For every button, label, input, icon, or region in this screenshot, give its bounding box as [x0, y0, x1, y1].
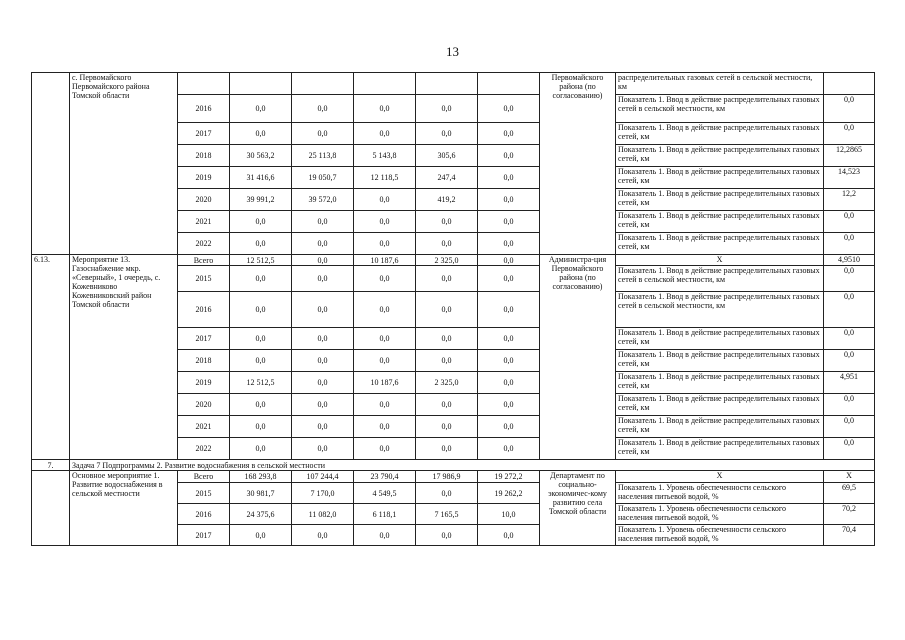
amount-cell: 0,0: [416, 233, 478, 255]
year-cell: 2022: [178, 233, 230, 255]
indicator-value: 0,0: [824, 95, 875, 123]
amount-cell: 7 165,5: [416, 504, 478, 525]
indicator-value: [824, 73, 875, 95]
amount-cell: 0,0: [292, 372, 354, 394]
indicator-name: распределительных газовых сетей в сельской местности, км: [616, 73, 824, 95]
year-cell: 2016: [178, 292, 230, 328]
amount-cell: 0,0: [416, 266, 478, 292]
amount-cell: 0,0: [478, 416, 540, 438]
indicator-name: Показатель 1. Ввод в действие распределительных газовых сетей, км: [616, 211, 824, 233]
indicator-value: 0,0: [824, 211, 875, 233]
year-cell: 2019: [178, 167, 230, 189]
indicator-name: Показатель 1. Уровень обеспеченности сельского населения питьевой водой, %: [616, 525, 824, 546]
indicator-name: Показатель 1. Ввод в действие распределительных газовых сетей, км: [616, 123, 824, 145]
indicator-value: X: [824, 471, 875, 483]
amount-cell: 0,0: [416, 416, 478, 438]
year-cell: 2015: [178, 483, 230, 504]
year-cell: 2016: [178, 95, 230, 123]
amount-cell: 0,0: [416, 123, 478, 145]
year-cell: 2018: [178, 145, 230, 167]
amount-cell: 0,0: [478, 211, 540, 233]
amount-cell: 0,0: [478, 525, 540, 546]
year-cell: 2015: [178, 266, 230, 292]
amount-cell: 0,0: [230, 416, 292, 438]
indicator-value: 0,0: [824, 233, 875, 255]
amount-cell: 107 244,4: [292, 471, 354, 483]
indicator-value: 0,0: [824, 438, 875, 460]
amount-cell: 5 143,8: [354, 145, 416, 167]
amount-cell: 0,0: [354, 292, 416, 328]
indicator-value: 0,0: [824, 350, 875, 372]
amount-cell: 0,0: [354, 416, 416, 438]
indicator-value: 70,4: [824, 525, 875, 546]
amount-cell: [230, 73, 292, 95]
amount-cell: 25 113,8: [292, 145, 354, 167]
amount-cell: 0,0: [416, 394, 478, 416]
amount-cell: 12 512,5: [230, 372, 292, 394]
indicator-value: 0,0: [824, 292, 875, 328]
amount-cell: 0,0: [354, 123, 416, 145]
amount-cell: 0,0: [230, 233, 292, 255]
amount-cell: 0,0: [478, 233, 540, 255]
row-number: [32, 471, 70, 546]
amount-cell: 0,0: [354, 266, 416, 292]
amount-cell: 0,0: [416, 211, 478, 233]
amount-cell: 0,0: [478, 394, 540, 416]
year-cell: 2021: [178, 211, 230, 233]
amount-cell: 19 050,7: [292, 167, 354, 189]
amount-cell: [416, 73, 478, 95]
amount-cell: 0,0: [292, 255, 354, 266]
indicator-value: 0,0: [824, 416, 875, 438]
amount-cell: 12 512,5: [230, 255, 292, 266]
amount-cell: 419,2: [416, 189, 478, 211]
event-name: с. Первомайского Первомайского района Томской области: [70, 73, 178, 255]
amount-cell: 0,0: [354, 233, 416, 255]
amount-cell: 0,0: [292, 292, 354, 328]
amount-cell: 0,0: [230, 525, 292, 546]
amount-cell: 0,0: [292, 233, 354, 255]
indicator-value: 12,2: [824, 189, 875, 211]
amount-cell: 23 790,4: [354, 471, 416, 483]
indicator-name: Показатель 1. Ввод в действие распределительных газовых сетей, км: [616, 372, 824, 394]
amount-cell: 0,0: [292, 211, 354, 233]
indicator-name: Показатель 1. Ввод в действие распределительных газовых сетей в сельской местности, км: [616, 266, 824, 292]
amount-cell: 0,0: [292, 416, 354, 438]
amount-cell: 0,0: [416, 292, 478, 328]
indicator-value: 4,9510: [824, 255, 875, 266]
amount-cell: 39 572,0: [292, 189, 354, 211]
amount-cell: 0,0: [478, 328, 540, 350]
amount-cell: 17 986,9: [416, 471, 478, 483]
amount-cell: 0,0: [354, 95, 416, 123]
indicator-value: 4,951: [824, 372, 875, 394]
amount-cell: 0,0: [478, 145, 540, 167]
amount-cell: 0,0: [478, 292, 540, 328]
amount-cell: 305,6: [416, 145, 478, 167]
year-cell: 2020: [178, 189, 230, 211]
amount-cell: 6 118,1: [354, 504, 416, 525]
row-number: 6.13.: [32, 255, 70, 460]
responsible-executor: Администра-ция Первомайского района (по согласованию): [540, 255, 616, 460]
amount-cell: 7 170,0: [292, 483, 354, 504]
amount-cell: 0,0: [230, 394, 292, 416]
amount-cell: 0,0: [292, 95, 354, 123]
indicator-name: Показатель 1. Ввод в действие распределительных газовых сетей, км: [616, 328, 824, 350]
amount-cell: 24 375,6: [230, 504, 292, 525]
amount-cell: 0,0: [416, 438, 478, 460]
amount-cell: 0,0: [478, 123, 540, 145]
amount-cell: 0,0: [354, 394, 416, 416]
amount-cell: 11 082,0: [292, 504, 354, 525]
amount-cell: 0,0: [230, 438, 292, 460]
amount-cell: 4 549,5: [354, 483, 416, 504]
amount-cell: 0,0: [292, 266, 354, 292]
amount-cell: 0,0: [354, 438, 416, 460]
amount-cell: 0,0: [478, 350, 540, 372]
amount-cell: 0,0: [230, 292, 292, 328]
amount-cell: 0,0: [478, 255, 540, 266]
amount-cell: 10,0: [478, 504, 540, 525]
amount-cell: 19 272,2: [478, 471, 540, 483]
year-cell: 2022: [178, 438, 230, 460]
year-cell: 2020: [178, 394, 230, 416]
amount-cell: 0,0: [478, 438, 540, 460]
section-number: 7.: [32, 460, 70, 471]
amount-cell: 2 325,0: [416, 372, 478, 394]
year-cell: [178, 73, 230, 95]
indicator-name: Показатель 1. Ввод в действие распределительных газовых сетей, км: [616, 350, 824, 372]
amount-cell: 0,0: [354, 350, 416, 372]
indicator-value: 0,0: [824, 123, 875, 145]
amount-cell: 2 325,0: [416, 255, 478, 266]
program-table: [31, 72, 875, 546]
indicator-name: Показатель 1. Уровень обеспеченности сельского населения питьевой водой, %: [616, 504, 824, 525]
indicator-name: Показатель 1. Ввод в действие распределительных газовых сетей, км: [616, 438, 824, 460]
amount-cell: 10 187,6: [354, 372, 416, 394]
amount-cell: 31 416,6: [230, 167, 292, 189]
amount-cell: 0,0: [292, 328, 354, 350]
indicator-name: Показатель 1. Ввод в действие распределительных газовых сетей, км: [616, 167, 824, 189]
amount-cell: [478, 73, 540, 95]
amount-cell: 0,0: [478, 266, 540, 292]
indicator-value: 0,0: [824, 394, 875, 416]
indicator-name: X: [616, 255, 824, 266]
table-row: [32, 73, 875, 95]
amount-cell: 0,0: [416, 483, 478, 504]
year-cell: Всего: [178, 471, 230, 483]
event-name: Основное мероприятие 1. Развитие водоснабжения в сельской местности: [70, 471, 178, 546]
indicator-name: Показатель 1. Ввод в действие распределительных газовых сетей, км: [616, 416, 824, 438]
indicator-value: 0,0: [824, 266, 875, 292]
year-cell: 2017: [178, 525, 230, 546]
year-cell: 2017: [178, 328, 230, 350]
amount-cell: 0,0: [354, 211, 416, 233]
amount-cell: 0,0: [292, 394, 354, 416]
responsible-executor: Департамент по социально-экономичес-кому развитию села Томской области: [540, 471, 616, 546]
amount-cell: 19 262,2: [478, 483, 540, 504]
year-cell: 2016: [178, 504, 230, 525]
amount-cell: 0,0: [416, 525, 478, 546]
amount-cell: 0,0: [230, 95, 292, 123]
amount-cell: 247,4: [416, 167, 478, 189]
responsible-executor: Первомайского района (по согласованию): [540, 73, 616, 255]
amount-cell: [354, 73, 416, 95]
amount-cell: 0,0: [230, 211, 292, 233]
amount-cell: 0,0: [230, 328, 292, 350]
table-row: [32, 255, 875, 266]
amount-cell: 0,0: [230, 266, 292, 292]
year-cell: Всего: [178, 255, 230, 266]
indicator-value: 0,0: [824, 328, 875, 350]
amount-cell: 0,0: [478, 189, 540, 211]
indicator-value: 69,5: [824, 483, 875, 504]
amount-cell: 39 991,2: [230, 189, 292, 211]
amount-cell: 0,0: [478, 95, 540, 123]
indicator-value: 70,2: [824, 504, 875, 525]
year-cell: 2021: [178, 416, 230, 438]
amount-cell: 12 118,5: [354, 167, 416, 189]
section-title: Задача 7 Подпрограммы 2. Развитие водоснабжения в сельской местности: [70, 460, 875, 471]
indicator-name: Показатель 1. Ввод в действие распределительных газовых сетей в сельской местности, км: [616, 292, 824, 328]
amount-cell: 30 981,7: [230, 483, 292, 504]
amount-cell: 0,0: [416, 328, 478, 350]
amount-cell: 10 187,6: [354, 255, 416, 266]
indicator-name: Показатель 1. Ввод в действие распределительных газовых сетей, км: [616, 145, 824, 167]
indicator-value: 14,523: [824, 167, 875, 189]
amount-cell: 168 293,8: [230, 471, 292, 483]
section-row: [32, 460, 875, 471]
amount-cell: [292, 73, 354, 95]
amount-cell: 0,0: [478, 167, 540, 189]
indicator-name: Показатель 1. Уровень обеспеченности сельского населения питьевой водой, %: [616, 483, 824, 504]
year-cell: 2018: [178, 350, 230, 372]
indicator-value: 12,2865: [824, 145, 875, 167]
amount-cell: 0,0: [354, 189, 416, 211]
year-cell: 2019: [178, 372, 230, 394]
event-name: Мероприятие 13. Газоснабжение мкр. «Северный», 1 очередь, с. Кожевниково Кожевниковский район Томской области: [70, 255, 178, 460]
indicator-name: Показатель 1. Ввод в действие распределительных газовых сетей, км: [616, 233, 824, 255]
amount-cell: 0,0: [292, 350, 354, 372]
amount-cell: 30 563,2: [230, 145, 292, 167]
table-row: [32, 471, 875, 483]
amount-cell: 0,0: [292, 525, 354, 546]
amount-cell: 0,0: [478, 372, 540, 394]
amount-cell: 0,0: [354, 328, 416, 350]
amount-cell: 0,0: [416, 95, 478, 123]
amount-cell: 0,0: [416, 350, 478, 372]
amount-cell: 0,0: [292, 123, 354, 145]
amount-cell: 0,0: [230, 123, 292, 145]
amount-cell: 0,0: [354, 525, 416, 546]
year-cell: 2017: [178, 123, 230, 145]
indicator-name: Показатель 1. Ввод в действие распределительных газовых сетей, км: [616, 189, 824, 211]
indicator-name: Показатель 1. Ввод в действие распределительных газовых сетей в сельской местности, км: [616, 95, 824, 123]
amount-cell: 0,0: [230, 350, 292, 372]
indicator-name: Показатель 1. Ввод в действие распределительных газовых сетей, км: [616, 394, 824, 416]
row-number: [32, 73, 70, 255]
amount-cell: 0,0: [292, 438, 354, 460]
page-number: 13: [446, 44, 459, 59]
indicator-name: X: [616, 471, 824, 483]
